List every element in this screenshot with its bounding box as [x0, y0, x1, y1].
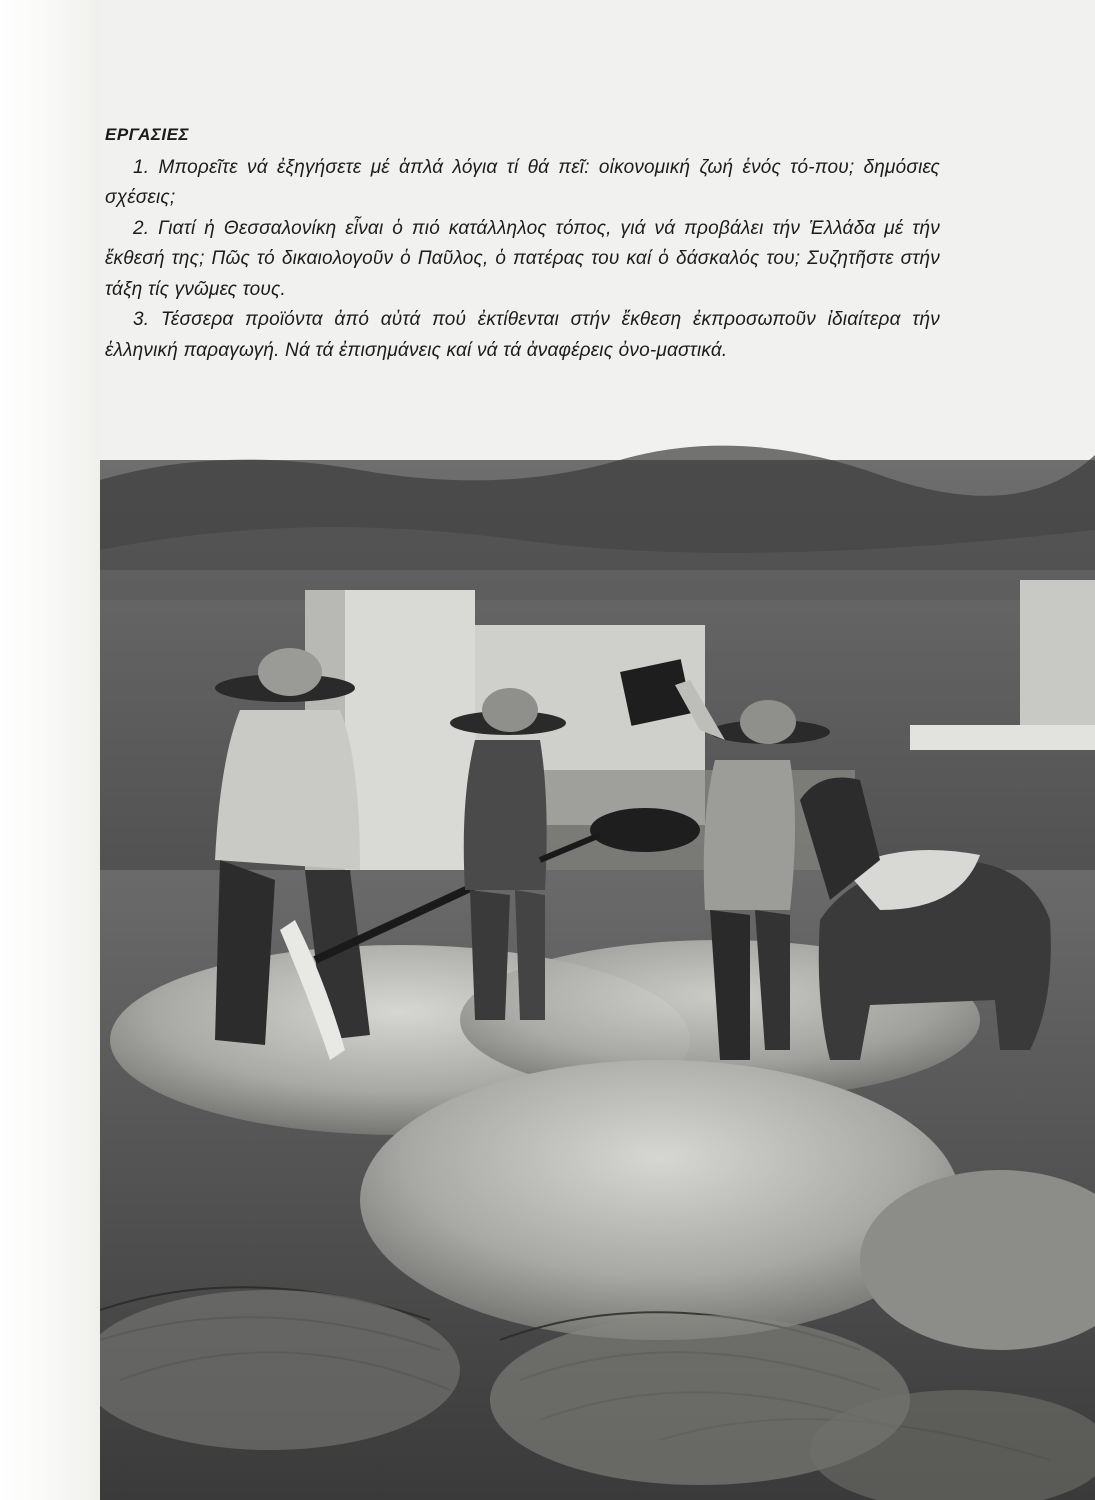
exercises-heading: ΕΡΓΑΣΙΕΣ: [105, 125, 189, 144]
exercise-item-2: 2. Γιατί ἡ Θεσσαλονίκη εἶναι ὁ πιό κατάλληλος τόπος, γιά νά προβάλει τήν Ἑλλάδα μέ τήν ἔκθεσή της; Πῶς τό δικαιολογοῦν ὁ Παῦλος, ὁ πατέρας του καί ὁ δάσκαλός του; Συζητῆστε στήν τάξη τίς γνῶμες τους.: [105, 217, 940, 300]
page-margin: [0, 0, 100, 1500]
illustration-drawing: [100, 440, 1095, 1500]
exercises-section: [105, 120, 940, 366]
exercise-item-1: 1. Μπορεῖτε νά ἐξηγήσετε μέ ἁπλά λόγια τί θά πεῖ: οἰκονομική ζωή ἑνός τό-που; δημόσιες σχέσεις;: [105, 156, 940, 208]
exercise-item-3: 3. Τέσσερα προϊόντα ἀπό αὐτά πού ἐκτίθενται στήν ἔκθεση ἐκπροσωποῦν ἰδιαίτερα τήν ἑλληνική παραγωγή. Νά τά ἐπισημάνεις καί νά τά ἀναφέρεις ὀνο-μαστικά.: [105, 309, 940, 361]
threshing-illustration: [100, 440, 1095, 1500]
